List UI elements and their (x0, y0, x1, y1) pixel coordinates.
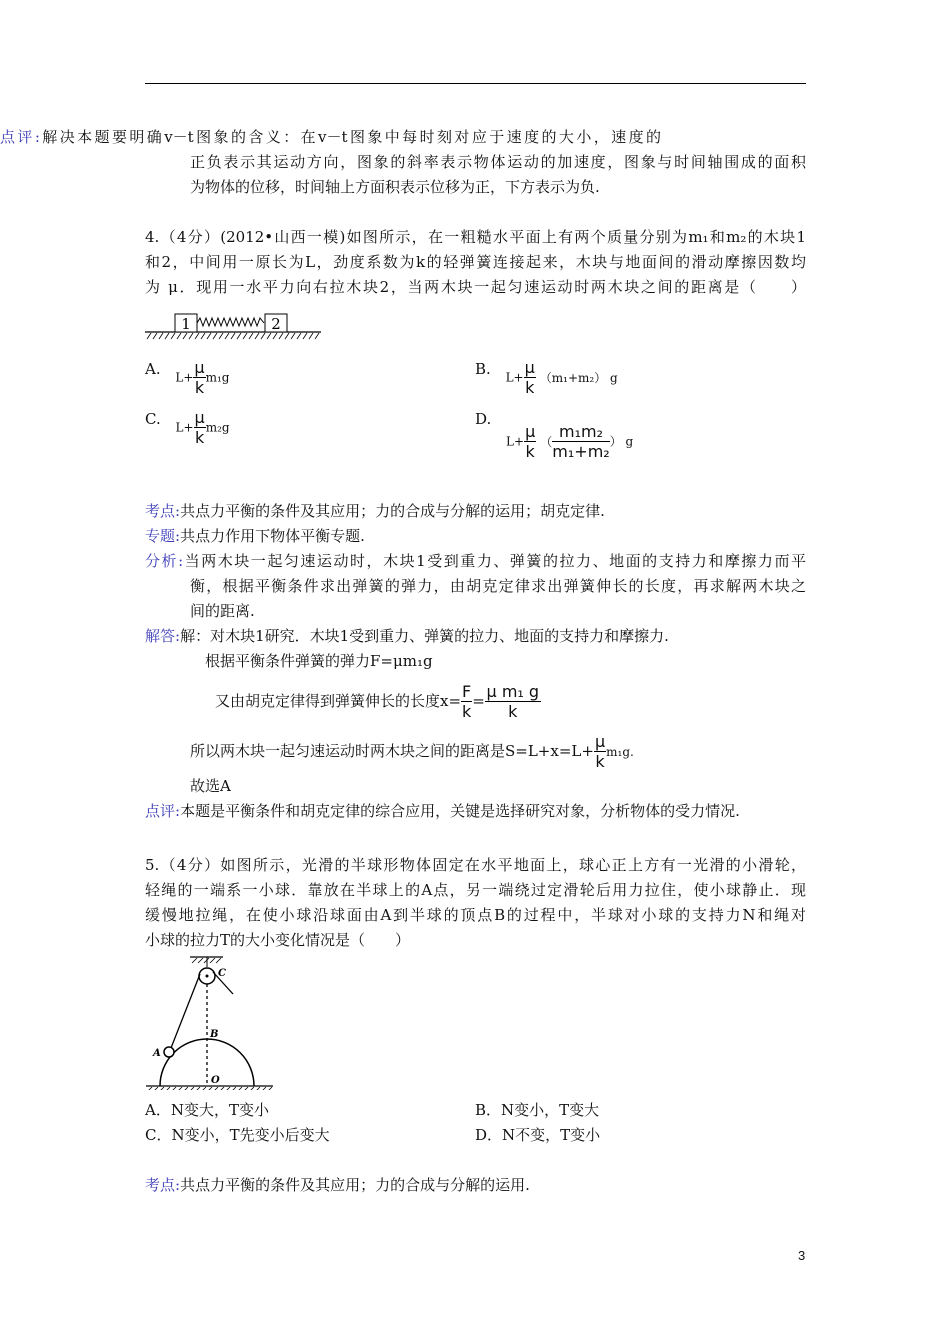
q5-stem-line-1: 5.（4分）如图所示，光滑的半球形物体固定在水平地面上，球心正上方有一光滑的小滑轮， (145, 856, 806, 874)
q4-fenxi-line-3: 间的距离. (190, 602, 255, 620)
q5-kaodian: 考点:共点力平衡的条件及其应用；力的合成与分解的运用. (145, 1176, 530, 1194)
review1-line-1: 点评:解决本题要明确v－t图象的含义：在v－t图象中每时刻对应于速度的大小，速度的 (0, 128, 661, 146)
svg-text:C: C (218, 968, 226, 979)
fraction-mu-over-k: $\frac{\mu}{k}$ (194, 358, 205, 397)
q4-fenxi-line-1: 分析:当两木块一起匀速运动时，木块1受到重力、弹簧的拉力、地面的支持力和摩擦力而平 (145, 552, 806, 570)
q5-stem-line-2: 轻绳的一端系一小球．靠放在半球上的A点，另一端绕过定滑轮后用力拉住，使小球静止．现 (145, 881, 806, 899)
q4-stem-line-3: 为 μ．现用一水平力向右拉木块2，当两木块一起匀速运动时两木块之间的距离是（ ） (145, 278, 806, 296)
svg-text:B: B (210, 1029, 219, 1040)
q5-option-a[interactable]: A．N变大，T变小 (145, 1101, 269, 1119)
q4-option-c[interactable]: C. L+ $\frac{\mu}{k}$ m₂g (145, 408, 230, 447)
svg-text:A: A (153, 1048, 161, 1059)
page-number: 3 (798, 1248, 806, 1263)
q4-fenxi-line-2: 衡，根据平衡条件求出弹簧的弹力，由胡克定律求出弹簧伸长的长度，再求解两木块之 (190, 577, 806, 595)
review1-line-2: 正负表示其运动方向，图象的斜率表示物体运动的加速度，图象与时间轴围成的面积 (190, 153, 806, 171)
q4-option-d[interactable]: D. L+ $\frac{\mu}{k}$ （ $\frac{\text{m₁m₂}}{\text{m₁+m₂}}$ ） g (475, 410, 634, 461)
q4-stem-line-1: 4.（4分）(2012•山西一模)如图所示，在一粗糙水平面上有两个质量分别为m₁和m₂的木块1 (145, 228, 806, 246)
q5-stem-line-4: 小球的拉力T的大小变化情况是（ ） (145, 931, 411, 949)
header-rule (145, 83, 806, 84)
q5-hemisphere-pulley-figure (143, 950, 278, 1090)
fraction-mu-over-k: $\frac{\mu}{k}$ (194, 408, 205, 447)
rope (171, 974, 200, 1048)
q5-option-d[interactable]: D．N不变，T变小 (475, 1126, 601, 1144)
q4-jieda-line-4: 所以两木块一起匀速运动时两木块之间的距离是S=L+x=L+ $\frac{\mu}{k}$ m₁g. (190, 732, 634, 771)
q4-jieda-line-1: 解答:解：对木块1研究．木块1受到重力、弹簧的拉力、地面的支持力和摩擦力. (145, 627, 669, 645)
q4-option-b[interactable]: B. L+ $\frac{\mu}{k}$ （m₁+m₂） g (475, 358, 618, 397)
review1-line-3: 为物体的位移，时间轴上方面积表示位移为正，下方表示为负. (190, 178, 600, 196)
q4-kaodian: 考点:共点力平衡的条件及其应用；力的合成与分解的运用；胡克定律. (145, 502, 605, 520)
q5-option-b[interactable]: B．N变小，T变大 (475, 1101, 600, 1119)
review-label: 点评: (0, 128, 40, 146)
q4-jieda-line-3: 又由胡克定律得到弹簧伸长的长度x= $\frac{F}{k}$ = $\frac{\text{μ m₁ g}}{k}$ (215, 682, 540, 721)
svg-text:2: 2 (271, 315, 281, 333)
fraction-mu-over-k: $\frac{\mu}{k}$ (524, 358, 535, 397)
svg-text:O: O (211, 1075, 220, 1086)
q5-option-c[interactable]: C．N变小，T先变小后变大 (145, 1126, 330, 1144)
q4-jieda-answer: 故选A (190, 777, 231, 795)
q4-zhuanti: 专题:共点力作用下物体平衡专题. (145, 527, 365, 545)
svg-text:1: 1 (181, 315, 191, 333)
q4-jieda-line-2: 根据平衡条件弹簧的弹力F=μm₁g (205, 652, 433, 670)
q4-spring-blocks-figure (143, 310, 323, 340)
q4-review: 点评:本题是平衡条件和胡克定律的综合应用，关键是选择研究对象，分析物体的受力情况. (145, 802, 740, 820)
small-ball (164, 1047, 174, 1057)
q4-option-a[interactable]: A. L+ $\frac{\mu}{k}$ m₁g (145, 358, 230, 397)
q4-stem-line-2: 和2，中间用一原长为L，劲度系数为k的轻弹簧连接起来，木块与地面间的滑动摩擦因数均 (145, 253, 806, 271)
q5-stem-line-3: 缓慢地拉绳，在使小球沿球面由A到半球的顶点B的过程中，半球对小球的支持力N和绳对 (145, 906, 806, 924)
fraction-masses: $\frac{\text{m₁m₂}}{\text{m₁+m₂}}$ (552, 422, 610, 461)
fraction-mu-over-k: $\frac{\mu}{k}$ (525, 422, 536, 461)
spring (197, 318, 264, 326)
